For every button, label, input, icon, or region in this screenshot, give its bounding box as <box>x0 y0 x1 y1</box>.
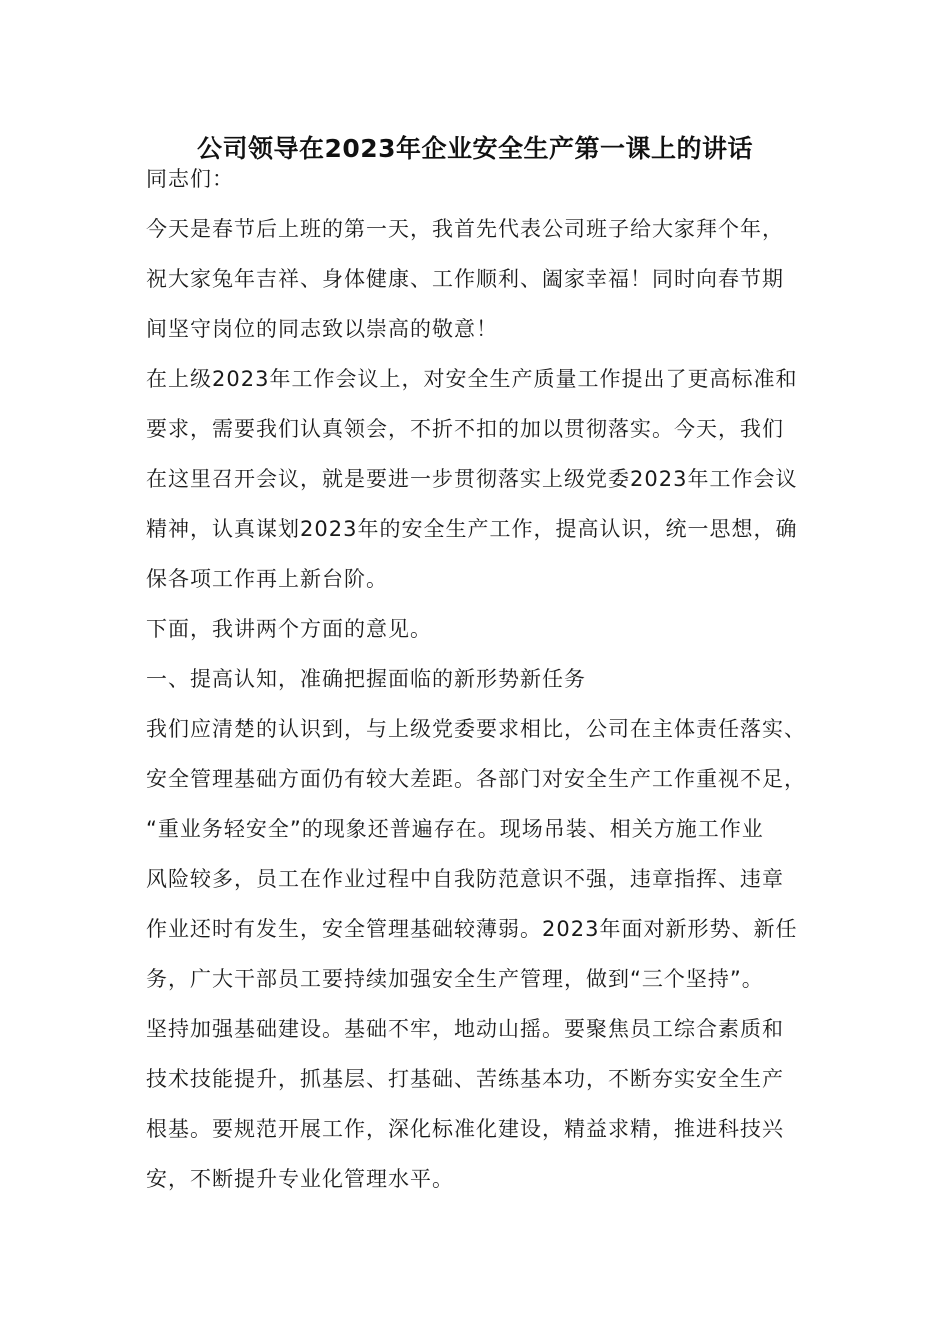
body-line: 安，不断提升专业化管理水平。 <box>146 1167 454 1191</box>
body-line: 坚持加强基础建设。基础不牢，地动山摇。要聚焦员工综合素质和 <box>146 1017 784 1041</box>
body-line: 在上级2023年工作会议上，对安全生产质量工作提出了更高标准和 <box>146 367 798 391</box>
body-line: 间坚守岗位的同志致以崇高的敬意！ <box>146 317 498 341</box>
section-heading: 一、提高认知，准确把握面临的新形势新任务 <box>146 667 586 691</box>
body-line: 今天是春节后上班的第一天，我首先代表公司班子给大家拜个年， <box>146 217 784 241</box>
body-line: 祝大家兔年吉祥、身体健康、工作顺利、阖家幸福！同时向春节期 <box>146 267 784 291</box>
body-line: 作业还时有发生，安全管理基础较薄弱。2023年面对新形势、新任 <box>146 917 798 941</box>
document-title: 公司领导在2023年企业安全生产第一课上的讲话 <box>196 134 754 163</box>
body-line: 根基。要规范开展工作，深化标准化建设，精益求精，推进科技兴 <box>146 1117 784 1141</box>
salutation-line: 同志们： <box>146 167 234 191</box>
body-line: 我们应清楚的认识到，与上级党委要求相比，公司在主体责任落实、 <box>146 717 806 741</box>
body-line: 下面，我讲两个方面的意见。 <box>146 617 432 641</box>
body-line: 在这里召开会议，就是要进一步贯彻落实上级党委2023年工作会议 <box>146 467 798 491</box>
body-line: 务，广大干部员工要持续加强安全生产管理，做到“三个坚持”。 <box>146 967 764 991</box>
body-line: “重业务轻安全”的现象还普遍存在。现场吊装、相关方施工作业 <box>146 817 764 841</box>
body-line: 技术技能提升，抓基层、打基础、苦练基本功，不断夯实安全生产 <box>146 1067 784 1091</box>
body-line: 精神，认真谋划2023年的安全生产工作，提高认识，统一思想，确 <box>146 517 798 541</box>
body-line: 风险较多，员工在作业过程中自我防范意识不强，违章指挥、违章 <box>146 867 784 891</box>
body-line: 保各项工作再上新台阶。 <box>146 567 388 591</box>
body-line: 安全管理基础方面仍有较大差距。各部门对安全生产工作重视不足， <box>146 767 806 791</box>
body-line: 要求，需要我们认真领会，不折不扣的加以贯彻落实。今天，我们 <box>146 417 784 441</box>
document-body <box>146 154 836 1204</box>
